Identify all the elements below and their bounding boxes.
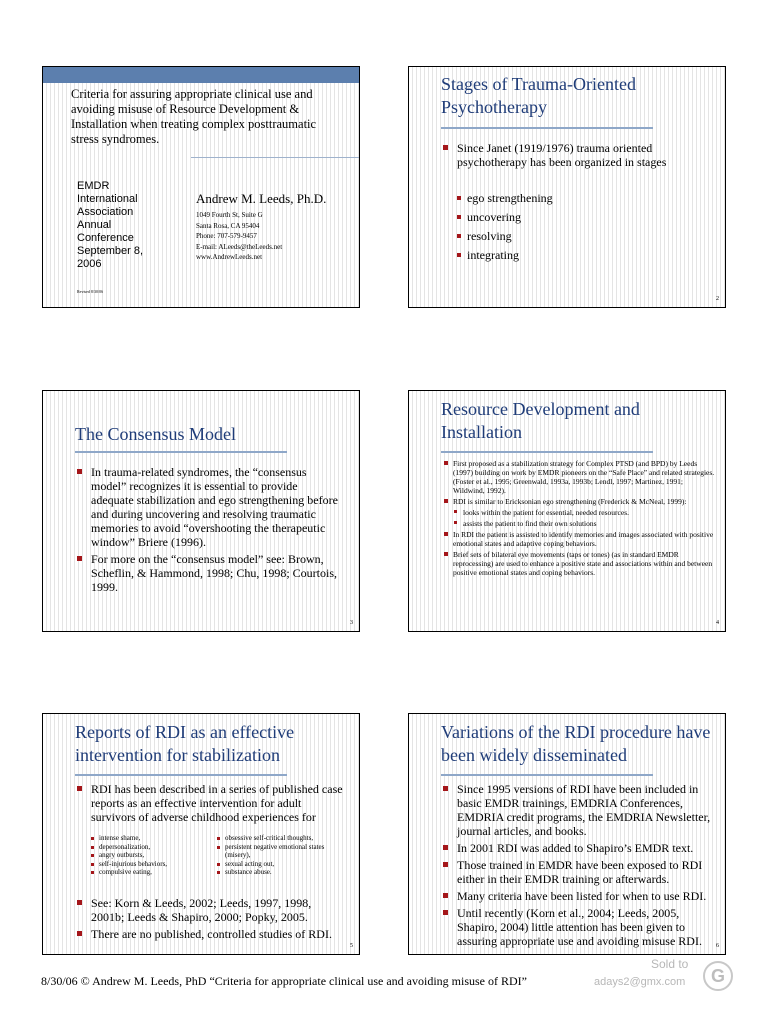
slide-1-title: Criteria for assuring appropriate clinical use and avoiding misuse of Resource Development & Installation when treating complex posttraumatic stress syndromes. [71, 87, 317, 146]
slide-4-separator [441, 451, 653, 453]
list-item: substance abuse. [215, 868, 337, 877]
org-line: 2006 [77, 258, 102, 270]
contact-address: 1049 Fourth St, Suite G [196, 211, 263, 219]
slide-5-list-col1 [89, 834, 209, 877]
watermark-email: adays2@gmx.com [594, 976, 686, 988]
bullet-item: In RDI the patient is assisted to identify memories and images associated with positive emotional states and adaptive coping behaviors. [443, 530, 715, 548]
bullet-item: Until recently (Korn et al., 2004; Leeds, 2005, Shapiro, 2004) little attention has been given to assuring appropriate use and avoiding misuse RDI. [443, 906, 721, 948]
list-item: compulsive eating, [89, 868, 209, 877]
contact-website: www.AndrewLeeds.net [196, 253, 263, 261]
slide-5-separator [75, 774, 287, 776]
org-line: September 8, [77, 245, 144, 257]
slide-6-separator [441, 774, 653, 776]
bullet-item: See: Korn & Leeds, 2002; Leeds, 1997, 1998, 2001b; Leeds & Shapiro, 2000; Popky, 2005. [77, 896, 347, 924]
org-line: Association [77, 206, 134, 218]
list-item: sexual acting out, [215, 860, 337, 869]
slide-3 [42, 390, 360, 632]
slide-1-revised-note: Revised 8/30/06 [77, 289, 104, 294]
bullet-item: Many criteria have been listed for when to use RDI. [443, 889, 721, 903]
bullet-item: In trauma-related syndromes, the “consensus model” recognizes it is essential to provide adequate stabilization and ego strengthening before and during uncovering and resolving traumatic memories to avoid “overshooting the therapeutic window” Briere (1996). [77, 465, 339, 549]
list-item: angry outbursts, [89, 851, 209, 860]
slide-2-title: Stages of Trauma-Oriented Psychotherapy [441, 74, 636, 117]
slide-4-page-number: 4 [716, 620, 719, 626]
org-line: Conference [77, 232, 134, 244]
slide-1-organization [77, 180, 167, 271]
slide-6-title: Variations of the RDI procedure have been widely disseminated [441, 722, 711, 765]
contact-phone: Phone: 707-579-9457 [196, 232, 257, 240]
slide-2 [408, 66, 726, 308]
slide-5 [42, 713, 360, 955]
org-line: Annual [77, 219, 112, 231]
slide-2-sub-bullets [457, 189, 677, 267]
watermark-logo-icon: G [703, 961, 733, 991]
slide-3-bullets [77, 465, 339, 597]
sub-bullet-item: uncovering [457, 210, 677, 225]
sub-bullet-item: looks within the patient for essential, needed resources. [443, 508, 715, 517]
bullet-item: First proposed as a stabilization strategy for Complex PTSD (and BPD) by Leeds (1997) building on work by EMDR pioneers on the “Safe Place” and related strategies. (Foster et al., 1995; Greenwald, 1993a, 1993b; Lendl, 1997; Martinez, 1991; Wildwind, 1992). [443, 459, 715, 495]
slide-4-title: Resource Development and Installation [441, 399, 640, 442]
sub-bullet-item: ego strengthening [457, 191, 677, 206]
bullet-item: Since Janet (1919/1976) trauma oriented psychotherapy has been organized in stages [443, 141, 713, 169]
list-item: intense shame, [89, 834, 209, 843]
slide-5-page-number: 5 [350, 943, 353, 949]
bullet-item: Since 1995 versions of RDI have been included in basic EMDR trainings, EMDRIA Conferences, EMDRIA credit programs, the EMDRIA Newsletter, journal articles, and books. [443, 782, 721, 838]
list-item: depersonalization, [89, 843, 209, 852]
slide-1-separator [191, 157, 360, 158]
bullet-item: RDI is similar to Ericksonian ego strengthening (Frederick & McNeal, 1999): [443, 497, 715, 506]
slide-3-separator [75, 451, 287, 453]
slide-2-bullets [443, 141, 713, 172]
slide-5-bullets [77, 896, 347, 944]
bullet-item: In 2001 RDI was added to Shapiro’s EMDR text. [443, 841, 721, 855]
watermark-sold-to: Sold to [651, 957, 689, 971]
org-line: International [77, 193, 138, 205]
bullet-item: RDI has been described in a series of published case reports as an effective intervention for adult survivors of adverse childhood experiences for [77, 782, 347, 824]
slide-2-separator [441, 127, 653, 129]
slide-3-page-number: 3 [350, 620, 353, 626]
slide-2-page-number: 2 [716, 296, 719, 302]
slide-5-intro [77, 782, 347, 827]
sub-bullet-item: resolving [457, 229, 677, 244]
slide-6 [408, 713, 726, 955]
slide-6-page-number: 6 [716, 943, 719, 949]
slide-4-bullets [443, 459, 715, 579]
org-line: EMDR [77, 180, 110, 192]
sub-bullet-item: assists the patient to find their own solutions [443, 519, 715, 528]
slide-5-title: Reports of RDI as an effective intervention for stabilization [75, 722, 295, 765]
contact-city: Santa Rosa, CA 95404 [196, 221, 260, 230]
slide-1 [42, 66, 360, 308]
slide-6-bullets [443, 782, 721, 951]
slide-5-list-col2 [215, 834, 337, 877]
sub-bullet-item: integrating [457, 248, 677, 263]
slide-1-header-bar [43, 67, 359, 83]
slide-4 [408, 390, 726, 632]
bullet-item: Those trained in EMDR have been exposed to RDI either in their EMDR training or afterwards. [443, 858, 721, 886]
bullet-item: There are no published, controlled studies of RDI. [77, 927, 347, 941]
list-item: self-injurious behaviors, [89, 860, 209, 869]
list-item: persistent negative emotional states (misery), [215, 843, 337, 860]
slide-3-title: The Consensus Model [75, 424, 236, 444]
bullet-item: For more on the “consensus model” see: Brown, Scheflin, & Hammond, 1998; Chu, 1998; Courtois, 1999. [77, 552, 339, 594]
slide-1-author: Andrew M. Leeds, Ph.D. [196, 191, 327, 206]
contact-email: E-mail: ALeeds@theLeeds.net [196, 242, 283, 251]
list-item: obsessive self-critical thoughts, [215, 834, 337, 843]
slide-1-contact [196, 210, 282, 263]
page-footer: 8/30/06 © Andrew M. Leeds, PhD “Criteria for appropriate clinical use and avoiding misuse of RDI” [41, 974, 527, 988]
bullet-item: Brief sets of bilateral eye movements (taps or tones) (as in standard EMDR reprocessing) are used to enhance a positive state and associations within and between positive emotional states and coping behaviors. [443, 550, 715, 577]
